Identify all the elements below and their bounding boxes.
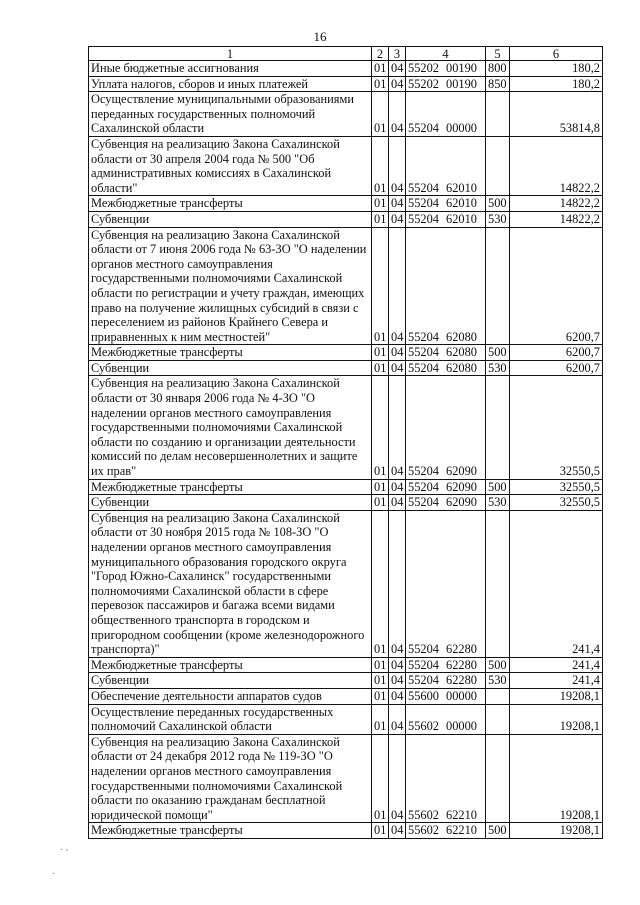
row-subsection-code: 04 (389, 360, 406, 376)
row-target-direction-code: 00000 (446, 121, 477, 136)
row-target-program-code: 55602 (408, 807, 439, 822)
row-name-text: Субвенции (91, 495, 150, 510)
row-name-text: Межбюджетные трансферты (91, 196, 243, 211)
row-target-program-code: 55204 (408, 211, 439, 226)
header-col-6: 6 (510, 47, 603, 61)
row-expense-type-code: 500 (486, 196, 510, 212)
row-subsection-code: 04 (389, 688, 406, 704)
table-row (89, 657, 603, 673)
row-section-code: 01 (372, 479, 389, 495)
row-target-program-code: 55204 (408, 479, 439, 494)
row-name-text: Субвенции (91, 211, 150, 226)
table-row (89, 211, 603, 227)
row-name (89, 345, 372, 361)
header-col-1: 1 (89, 47, 372, 61)
table-row (89, 227, 603, 345)
row-target-program-code: 55204 (408, 329, 439, 344)
row-target-direction-code: 62010 (446, 180, 477, 195)
row-target-article (406, 360, 486, 376)
row-expense-type-code (486, 136, 510, 195)
row-amount: 19208,1 (510, 688, 603, 704)
row-name-text: Межбюджетные трансферты (91, 345, 243, 360)
row-subsection-code: 04 (389, 61, 406, 77)
budget-table (88, 46, 603, 839)
row-name (89, 688, 372, 704)
table-row (89, 136, 603, 195)
row-name (89, 136, 372, 195)
row-target-article (406, 211, 486, 227)
row-target-program-code: 55204 (408, 495, 439, 510)
row-expense-type-code (486, 376, 510, 479)
row-name (89, 479, 372, 495)
table-row (89, 196, 603, 212)
row-expense-type-code: 800 (486, 61, 510, 77)
row-section-code: 01 (372, 196, 389, 212)
row-name (89, 495, 372, 511)
row-target-direction-code: 62010 (446, 211, 477, 226)
row-target-program-code: 55202 (408, 61, 439, 75)
row-expense-type-code: 530 (486, 673, 510, 689)
row-name (89, 704, 372, 734)
row-subsection-code: 04 (389, 823, 406, 839)
row-target-article (406, 495, 486, 511)
row-subsection-code: 04 (389, 92, 406, 137)
row-target-direction-code: 62090 (446, 495, 477, 510)
row-name (89, 360, 372, 376)
row-amount: 180,2 (510, 61, 603, 77)
row-name (89, 211, 372, 227)
row-target-direction-code: 00000 (446, 688, 477, 703)
row-target-program-code: 55204 (408, 657, 439, 672)
margin-mark: . (52, 865, 55, 877)
row-amount: 14822,2 (510, 211, 603, 227)
row-name-text: Межбюджетные трансферты (91, 479, 243, 494)
row-target-direction-code: 00190 (446, 61, 477, 75)
row-amount: 14822,2 (510, 196, 603, 212)
row-amount: 6200,7 (510, 345, 603, 361)
row-target-program-code: 55204 (408, 180, 439, 195)
row-name (89, 376, 372, 479)
row-section-code: 01 (372, 61, 389, 77)
row-target-program-code: 55204 (408, 642, 439, 657)
row-name-text: Субвенция на реализацию Закона Сахалинской области от 7 июня 2006 года № 63-ЗО "О наделении органов местного самоуправления государственными полномочиями Сахалинской области по регистрации и учету граждан, имеющих право на получение жилищных субсидий в связи с переселением из районов Крайнего Севера и приравненных к ним местностей" (91, 227, 367, 344)
row-expense-type-code: 500 (486, 479, 510, 495)
row-target-direction-code: 62210 (446, 823, 477, 838)
row-target-article (406, 227, 486, 345)
row-name-text: Субвенция на реализацию Закона Сахалинской области от 30 апреля 2004 года № 500 "Об административных комиссиях в Сахалинской области" (91, 136, 340, 195)
row-section-code: 01 (372, 495, 389, 511)
row-amount: 241,4 (510, 657, 603, 673)
row-target-direction-code: 62210 (446, 807, 477, 822)
row-target-article (406, 196, 486, 212)
row-name (89, 61, 372, 77)
row-name (89, 673, 372, 689)
row-target-direction-code: 62080 (446, 360, 477, 375)
table-row (89, 495, 603, 511)
row-target-direction-code: 62090 (446, 479, 477, 494)
row-target-program-code: 55602 (408, 823, 439, 838)
row-target-article (406, 92, 486, 137)
table-row (89, 345, 603, 361)
row-target-program-code: 55204 (408, 360, 439, 375)
row-subsection-code: 04 (389, 495, 406, 511)
row-section-code: 01 (372, 688, 389, 704)
row-amount: 19208,1 (510, 823, 603, 839)
row-target-direction-code: 62080 (446, 345, 477, 360)
row-amount: 14822,2 (510, 136, 603, 195)
table-row (89, 61, 603, 77)
row-subsection-code: 04 (389, 227, 406, 345)
row-target-direction-code: 62280 (446, 642, 477, 657)
row-section-code: 01 (372, 211, 389, 227)
row-target-article (406, 704, 486, 734)
row-amount: 241,4 (510, 673, 603, 689)
row-target-program-code: 55204 (408, 464, 439, 479)
row-amount: 6200,7 (510, 227, 603, 345)
row-target-article (406, 76, 486, 92)
table-row (89, 510, 603, 657)
row-target-direction-code: 62280 (446, 673, 477, 688)
row-subsection-code: 04 (389, 704, 406, 734)
row-section-code: 01 (372, 92, 389, 137)
row-expense-type-code (486, 227, 510, 345)
row-amount: 53814,8 (510, 92, 603, 137)
row-name-text: Осуществление муниципальными образованиями переданных государственных полномочий Сахалинской области (91, 92, 354, 136)
row-name-text: Межбюджетные трансферты (91, 823, 243, 838)
row-section-code: 01 (372, 136, 389, 195)
row-amount: 180,2 (510, 76, 603, 92)
row-target-direction-code: 62090 (446, 464, 477, 479)
row-name (89, 657, 372, 673)
header-col-5: 5 (486, 47, 510, 61)
row-name-text: Субвенция на реализацию Закона Сахалинской области от 24 декабря 2012 года № 119-ЗО "О наделении органов местного самоуправления государственными полномочиями Сахалинской области по оказанию гражданам бесплатной юридической помощи" (91, 734, 343, 822)
row-section-code: 01 (372, 734, 389, 823)
table-row (89, 734, 603, 823)
row-subsection-code: 04 (389, 510, 406, 657)
row-name (89, 196, 372, 212)
row-target-article (406, 61, 486, 77)
row-name-text: Субвенции (91, 673, 150, 688)
row-subsection-code: 04 (389, 136, 406, 195)
row-section-code: 01 (372, 345, 389, 361)
row-target-article (406, 376, 486, 479)
row-name-text: Межбюджетные трансферты (91, 657, 243, 672)
row-expense-type-code (486, 704, 510, 734)
header-col-4: 4 (406, 47, 486, 61)
table-row (89, 673, 603, 689)
row-name-text: Иные бюджетные ассигнования (91, 61, 259, 75)
row-expense-type-code (486, 688, 510, 704)
table-row (89, 688, 603, 704)
row-amount: 19208,1 (510, 734, 603, 823)
page-number: 16 (313, 29, 327, 44)
table-row (89, 76, 603, 92)
row-name (89, 510, 372, 657)
header-row (89, 47, 603, 61)
row-target-direction-code: 62010 (446, 196, 477, 211)
row-target-direction-code: 62080 (446, 329, 477, 344)
row-section-code: 01 (372, 823, 389, 839)
row-subsection-code: 04 (389, 479, 406, 495)
row-target-program-code: 55202 (408, 76, 439, 91)
row-section-code: 01 (372, 704, 389, 734)
row-subsection-code: 04 (389, 376, 406, 479)
row-target-direction-code: 00000 (446, 719, 477, 734)
row-expense-type-code: 530 (486, 360, 510, 376)
row-name (89, 92, 372, 137)
row-target-article (406, 734, 486, 823)
row-subsection-code: 04 (389, 673, 406, 689)
row-name-text: Обеспечение деятельности аппаратов судов (91, 688, 322, 703)
row-target-direction-code: 62280 (446, 657, 477, 672)
table-row (89, 704, 603, 734)
row-subsection-code: 04 (389, 657, 406, 673)
row-section-code: 01 (372, 227, 389, 345)
row-target-article (406, 673, 486, 689)
row-name-text: Осуществление переданных государственных полномочий Сахалинской области (91, 704, 334, 734)
row-section-code: 01 (372, 76, 389, 92)
header-col-3: 3 (389, 47, 406, 61)
row-target-program-code: 55204 (408, 196, 439, 211)
table-row (89, 823, 603, 839)
row-subsection-code: 04 (389, 76, 406, 92)
table-row (89, 479, 603, 495)
row-target-article (406, 688, 486, 704)
row-expense-type-code (486, 92, 510, 137)
row-section-code: 01 (372, 657, 389, 673)
table-row (89, 360, 603, 376)
row-expense-type-code: 530 (486, 495, 510, 511)
row-section-code: 01 (372, 510, 389, 657)
row-target-program-code: 55600 (408, 688, 439, 703)
row-subsection-code: 04 (389, 211, 406, 227)
row-expense-type-code: 500 (486, 657, 510, 673)
row-section-code: 01 (372, 673, 389, 689)
row-name (89, 823, 372, 839)
row-target-article (406, 345, 486, 361)
row-expense-type-code: 850 (486, 76, 510, 92)
row-target-program-code: 55204 (408, 673, 439, 688)
row-target-direction-code: 00190 (446, 76, 477, 91)
row-target-program-code: 55602 (408, 719, 439, 734)
row-amount: 6200,7 (510, 360, 603, 376)
row-name-text: Субвенция на реализацию Закона Сахалинской области от 30 ноября 2015 года № 108-ЗО "О наделении органов местного самоуправления муниципального образования городского округа "Город Южно-Сахалинск" государственными полномочиями Сахалинской области в сфере перевозок пассажиров и багажа всеми видами общественного транспорта в городском и пригородном сообщении (кроме железнодорожного транспорта)" (91, 510, 365, 657)
row-amount: 32550,5 (510, 479, 603, 495)
row-subsection-code: 04 (389, 345, 406, 361)
row-name (89, 734, 372, 823)
row-name (89, 76, 372, 92)
row-expense-type-code (486, 510, 510, 657)
row-target-article (406, 510, 486, 657)
margin-mark: . , (60, 841, 69, 853)
table-row (89, 376, 603, 479)
table-row (89, 92, 603, 137)
row-name-text: Уплата налогов, сборов и иных платежей (91, 76, 309, 91)
row-amount: 19208,1 (510, 704, 603, 734)
row-target-program-code: 55204 (408, 121, 439, 136)
row-name (89, 227, 372, 345)
row-subsection-code: 04 (389, 734, 406, 823)
row-target-article (406, 479, 486, 495)
row-amount: 241,4 (510, 510, 603, 657)
row-name-text: Субвенция на реализацию Закона Сахалинской области от 30 января 2006 года № 4-ЗО "О наделении органов местного самоуправления государственными полномочиями Сахалинской области по созданию и организации деятельности комиссий по делам несовершеннолетних и защите их прав" (91, 376, 358, 479)
row-name-text: Субвенции (91, 360, 150, 375)
row-target-program-code: 55204 (408, 345, 439, 360)
header-col-2: 2 (372, 47, 389, 61)
row-expense-type-code (486, 734, 510, 823)
row-expense-type-code: 530 (486, 211, 510, 227)
row-target-article (406, 136, 486, 195)
row-section-code: 01 (372, 360, 389, 376)
row-section-code: 01 (372, 376, 389, 479)
row-subsection-code: 04 (389, 196, 406, 212)
row-target-article (406, 823, 486, 839)
row-expense-type-code: 500 (486, 345, 510, 361)
row-amount: 32550,5 (510, 376, 603, 479)
row-target-article (406, 657, 486, 673)
row-amount: 32550,5 (510, 495, 603, 511)
row-expense-type-code: 500 (486, 823, 510, 839)
